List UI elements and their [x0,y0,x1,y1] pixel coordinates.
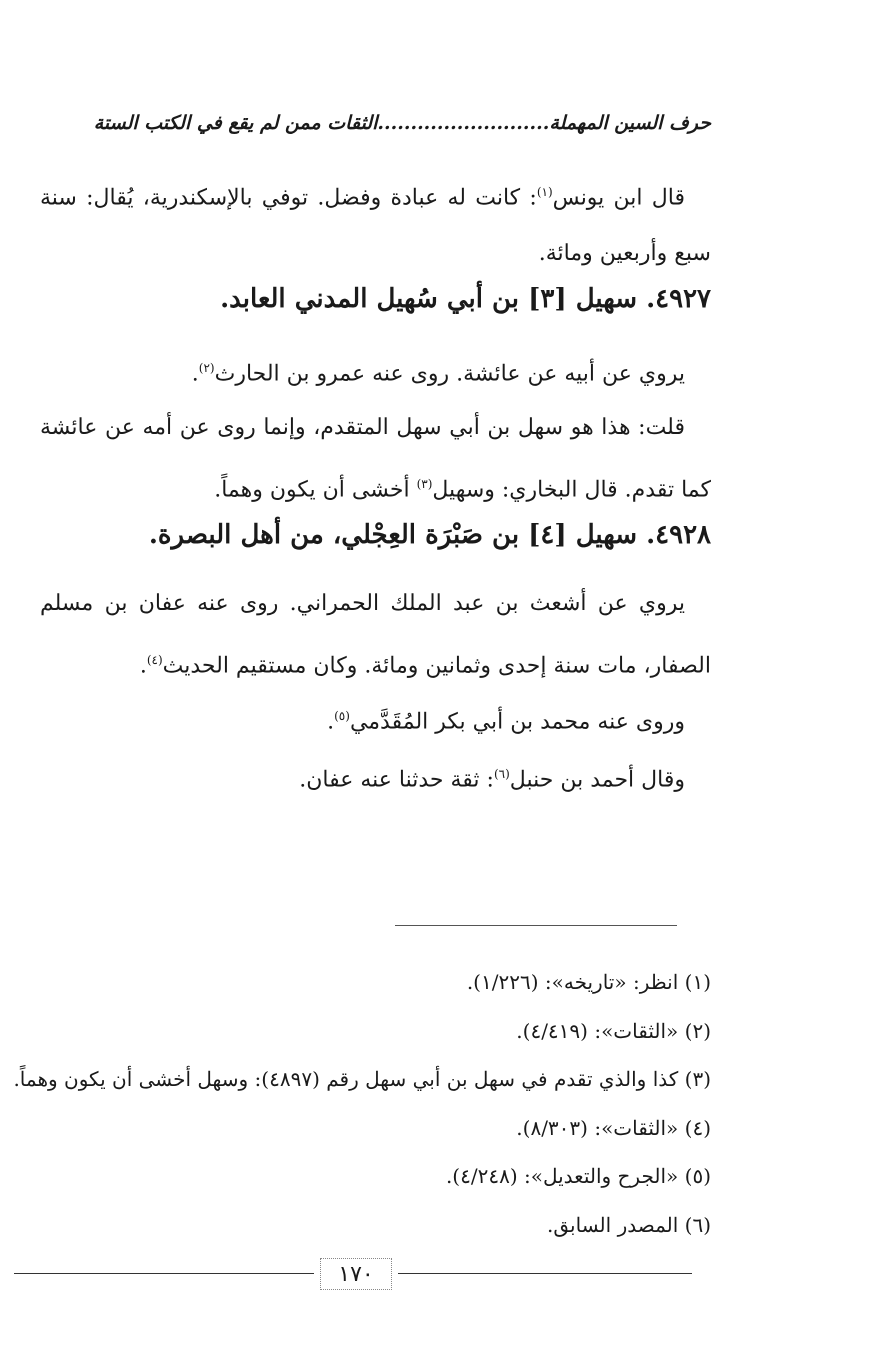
footer-rule-right [398,1273,692,1274]
entry-heading-4928: ٤٩٢٨. سهيل [٤] بن صَبْرَة العِجْلي، من أهل البصرة. [148,520,711,550]
footnote-marker[interactable]: (٢) [198,361,215,375]
text: وروى عنه محمد بن أبي بكر المُقَدَّمي [349,709,685,735]
text: . [191,361,199,387]
footnote-1: (١) انظر: «تاريخه»: (١/٢٢٦). [466,970,711,994]
footnote-3: (٣) كذا والذي تقدم في سهل بن أبي سهل رقم (٤٨٩٧): وسهل أخشى أن يكون وهماً. [13,1067,711,1091]
footnote-2: (٢) «الثقات»: (٤/٤١٩). [516,1018,711,1043]
footnote-marker[interactable]: (٤) [146,653,163,667]
footnote-4: (٤) «الثقات»: (٨/٣٠٣). [516,1115,711,1140]
text: يروي عن أشعث بن عبد الملك الحمراني. روى عنه عفان بن مسلم الصفار، مات سنة إحدى وثمانين ومائة. وكان مستقيم الحديث [40,591,711,679]
running-header [58,112,711,134]
paragraph-narration-1 [40,340,711,402]
header-leader-dots: .......................... [377,112,550,134]
text: . [139,653,147,679]
header-book-title: الثقات ممن لم يقع في الكتب الستة [93,112,378,134]
page-number: ١٧٠ [320,1258,392,1290]
paragraph-note [40,400,711,518]
text: قلت: هذا هو سهل بن أبي سهل المتقدم، وإنما روى عن أمه عن عائشة كما تقدم. قال البخاري: وسهيل [40,415,711,503]
footnote-marker[interactable]: (٥) [334,709,350,723]
header-chapter: حرف السين المهملة [549,112,711,134]
text: يروي عن أبيه عن عائشة. روى عنه عمرو بن الحارث [214,361,685,387]
text: أخشى أن يكون وهماً. [214,477,417,503]
text: قال ابن يونس [552,185,685,211]
page-footer [14,1258,692,1298]
footnote-marker[interactable]: (١) [536,185,553,199]
text: : ثقة حدثنا عنه عفان. [299,767,494,793]
footer-rule-left [14,1273,314,1274]
paragraph-ibn-yunus [40,164,711,282]
paragraph-narration-3 [40,688,711,750]
footnote-5: (٥) «الجرح والتعديل»: (٤/٢٤٨). [445,1164,711,1188]
footnote-marker[interactable]: (٦) [493,767,510,781]
paragraph-narration-2 [40,576,711,694]
text: : كانت له عبادة وفضل. توفي بالإسكندرية، يُقال: سنة سبع وأربعين ومائة. [40,185,711,267]
footnote-6: (٦) المصدر السابق. [547,1212,711,1237]
footnote-separator [395,925,677,926]
text: . [327,709,335,735]
text: وقال أحمد بن حنبل [509,767,685,793]
footnote-marker[interactable]: (٣) [416,477,433,491]
entry-heading-4927: ٤٩٢٧. سهيل [٣] بن أبي سُهيل المدني العابد. [220,284,711,314]
footnotes [13,958,711,1249]
paragraph-ahmad [40,746,711,808]
